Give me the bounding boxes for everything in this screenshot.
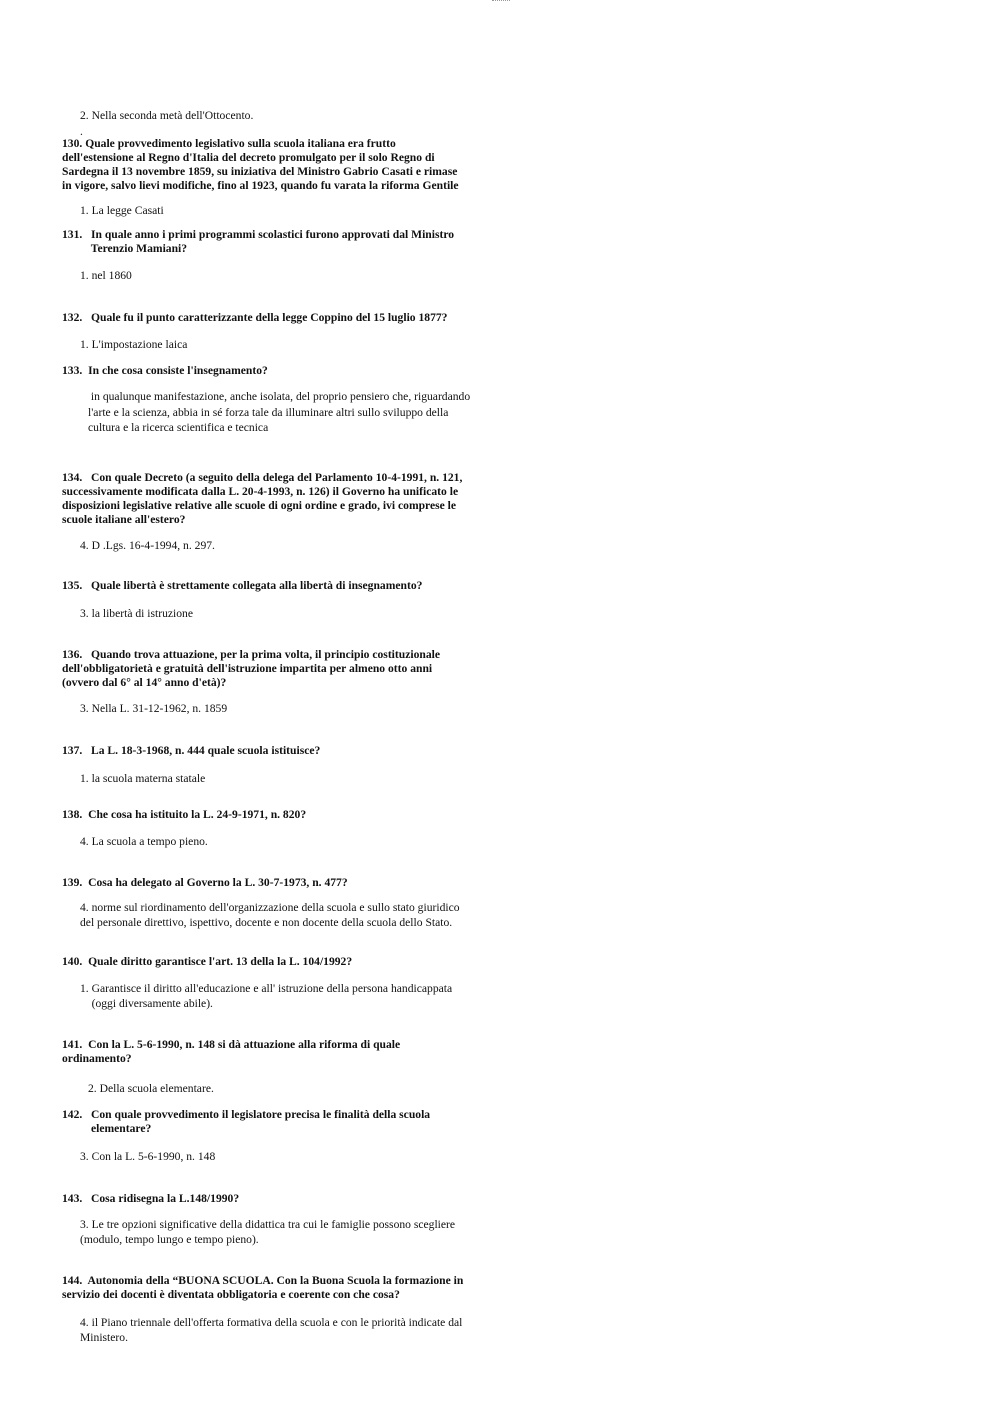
answer-line: in qualunque manifestazione, anche isolata, del proprio pensiero che, riguardando — [88, 390, 471, 403]
answer-line: 1. Garantisce il diritto all'educazione e all' istruzione della persona handicappata — [80, 982, 453, 995]
question-line: servizio dei docenti è diventata obbligatoria e coerente con che cosa? — [62, 1288, 400, 1301]
answer-line: cultura e la ricerca scientifica e tecnica — [88, 421, 269, 434]
question-line: 138. Che cosa ha istituito la L. 24-9-1971, n. 820? — [62, 808, 307, 821]
question-line: 134. Con quale Decreto (a seguito della delega del Parlamento 10-4-1991, n. 121, — [62, 471, 463, 484]
answer-line: (modulo, tempo lungo e tempo pieno). — [80, 1233, 259, 1246]
question-line: 132. Quale fu il punto caratterizzante della legge Coppino del 15 luglio 1877? — [62, 311, 448, 324]
question-line: Terenzio Mamiani? — [62, 242, 188, 255]
question-line: 139. Cosa ha delegato al Governo la L. 30-7-1973, n. 477? — [62, 876, 348, 889]
answer-line: l'arte e la scienza, abbia in sé forza tale da illuminare altri sullo sviluppo della — [88, 405, 449, 419]
answer-line: Ministero. — [80, 1331, 128, 1344]
answer-line: 3. la libertà di istruzione — [80, 607, 194, 620]
question-line: Sardegna il 13 novembre 1859, su iniziativa del Ministro Gabrio Casati e rimase — [62, 165, 458, 178]
answer-line: 1. la scuola materna statale — [80, 772, 206, 785]
answer-line: del personale direttivo, ispettivo, docente e non docente della scuola dello Stato. — [80, 916, 453, 929]
question-line: 136. Quando trova attuazione, per la prima volta, il principio costituzionale — [62, 648, 440, 661]
question-line: 144. Autonomia della “BUONA SCUOLA. Con la Buona Scuola la formazione in — [62, 1274, 464, 1287]
question-line: 141. Con la L. 5-6-1990, n. 148 si dà attuazione alla riforma di quale — [62, 1038, 401, 1051]
question-line: 135. Quale libertà è strettamente collegata alla libertà di insegnamento? — [62, 579, 423, 592]
answer-line: (oggi diversamente abile). — [80, 997, 213, 1010]
question-line: 140. Quale diritto garantisce l'art. 13 della la L. 104/1992? — [62, 955, 353, 968]
question-line: 130. Quale provvedimento legislativo sulla scuola italiana era frutto — [62, 137, 396, 150]
question-line: successivamente modificata dalla L. 20-4-1993, n. 126) il Governo ha unificato le — [62, 485, 459, 498]
question-line: elementare? — [62, 1122, 152, 1135]
question-line: dell'estensione al Regno d'Italia del decreto promulgato per il solo Regno di — [62, 151, 435, 164]
question-line: disposizioni legislative relative alle scuole di ogni ordine e grado, ivi comprese le — [62, 499, 457, 512]
answer-line: 4. norme sul riordinamento dell'organizzazione della scuola e sullo stato giuridico — [80, 901, 460, 914]
question-line: 133. In che cosa consiste l'insegnamento? — [62, 364, 268, 377]
answer-line: 2. Nella seconda metà dell'Ottocento. — [80, 109, 254, 122]
question-line: in vigore, salvo lievi modifiche, fino al 1923, quando fu varata la riforma Gentile — [62, 179, 459, 192]
answer-line: 1. L'impostazione laica — [80, 338, 188, 351]
answer-line: 4. D .Lgs. 16-4-1994, n. 297. — [80, 539, 215, 552]
answer-line: 1. nel 1860 — [80, 269, 132, 282]
separator-dot: . — [80, 125, 83, 138]
answer-line: 1. La legge Casati — [80, 204, 164, 217]
answer-line: 2. Della scuola elementare. — [88, 1082, 214, 1095]
question-line: scuole italiane all'estero? — [62, 513, 186, 526]
page-header-mark — [492, 0, 510, 4]
question-line: 137. La L. 18-3-1968, n. 444 quale scuola istituisce? — [62, 744, 321, 757]
answer-line: 3. Nella L. 31-12-1962, n. 1859 — [80, 702, 228, 715]
question-line: dell'obbligatorietà e gratuità dell'istruzione impartita per almeno otto anni — [62, 662, 433, 675]
question-line: 131. In quale anno i primi programmi scolastici furono approvati dal Ministro — [62, 228, 455, 241]
question-line: (ovvero dal 6° al 14° anno d'età)? — [62, 676, 227, 689]
question-line: 143. Cosa ridisegna la L.148/1990? — [62, 1192, 240, 1205]
question-line: 142. Con quale provvedimento il legislatore precisa le finalità della scuola — [62, 1108, 431, 1121]
answer-line: 3. Le tre opzioni significative della didattica tra cui le famiglie possono scegliere — [80, 1218, 456, 1231]
answer-line: 4. La scuola a tempo pieno. — [80, 835, 208, 848]
answer-line: 3. Con la L. 5-6-1990, n. 148 — [80, 1150, 216, 1163]
answer-line: 4. il Piano triennale dell'offerta formativa della scuola e con le priorità indicate dal — [80, 1316, 463, 1329]
question-line: ordinamento? — [62, 1052, 132, 1065]
